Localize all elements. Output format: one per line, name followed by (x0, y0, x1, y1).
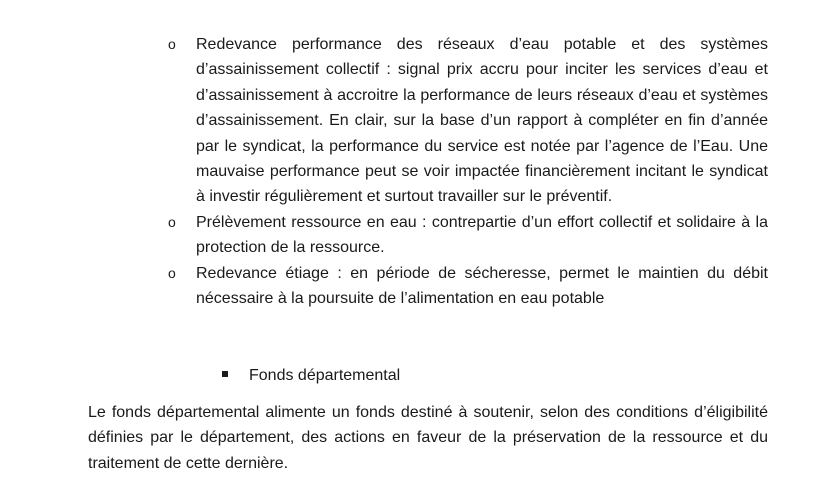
square-bullet-icon (222, 371, 228, 377)
body-paragraph: Le fonds départemental alimente un fonds destiné à soutenir, selon des conditions d’éligibilité définies par le département, des actions en faveur de la préservation de la ressource et du traitement de cette dernière. (88, 404, 768, 472)
list-item (168, 32, 768, 210)
circle-bullet-icon: o (168, 36, 176, 52)
list-item (168, 261, 768, 312)
list-item-text: Prélèvement ressource en eau : contrepartie d’un effort collectif et solidaire à la protection de la ressource. (196, 213, 768, 257)
redevances-list (168, 32, 768, 311)
list-item (168, 210, 768, 261)
list-item-text: Redevance performance des réseaux d’eau potable et des systèmes d’assainissement collectif : signal prix accru pour inciter les services d’eau et d’assainissement à accroitre la performance de leurs réseaux d’eau et systèmes d’assainissement. En clair, sur la base d’un rapport à compléter en fin d’année par le syndicat, la performance du service est notée par l’agence de l’Eau. Une mauvaise performance peut se voir impactée financièrement incitant le syndicat à investir régulièrement et surtout travailler sur le préventif. (196, 36, 768, 206)
circle-bullet-icon: o (168, 264, 176, 281)
circle-bullet-icon: o (168, 213, 176, 230)
list-item-text: Redevance étiage : en période de sécheresse, permet le maintien du débit nécessaire à la poursuite de l’alimentation en eau potable (196, 264, 768, 308)
sub-heading-label: Fonds départemental (249, 367, 401, 384)
